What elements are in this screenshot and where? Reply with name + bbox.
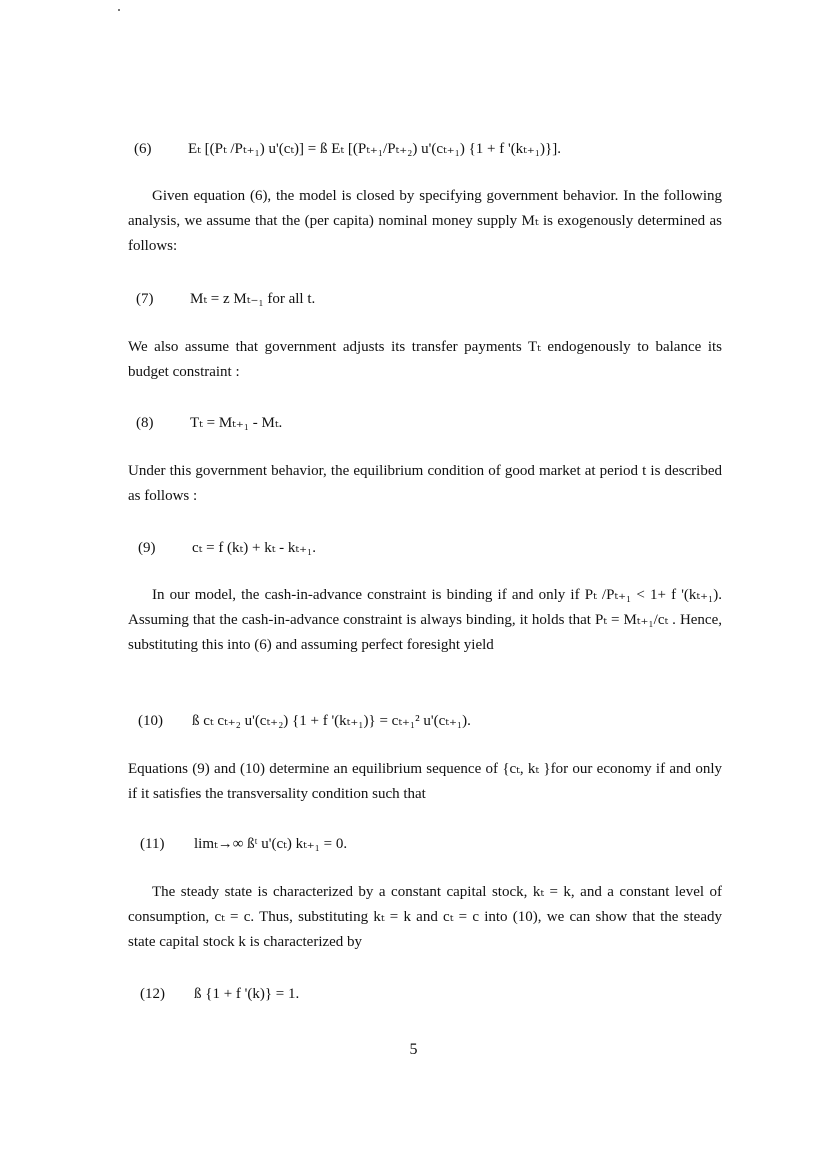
equation-body: cₜ = f (kₜ) + kₜ - kₜ₊₁. bbox=[192, 540, 316, 556]
equation-number: (6) bbox=[134, 141, 152, 157]
equation-number: (7) bbox=[136, 291, 154, 307]
page-number: 5 bbox=[409, 1041, 418, 1058]
equation-body: Eₜ [(Pₜ /Pₜ₊₁) u'(cₜ)] = ß Eₜ [(Pₜ₊₁/Pₜ₊₂) u'(cₜ₊₁) {1 + f '(kₜ₊₁)}]. bbox=[188, 141, 561, 157]
equation-number: (12) bbox=[140, 986, 165, 1002]
equation-7 bbox=[136, 289, 315, 308]
scan-speck bbox=[118, 9, 120, 11]
equation-body: ß {1 + f '(k)} = 1. bbox=[194, 986, 300, 1002]
equation-6 bbox=[134, 139, 561, 158]
equation-10 bbox=[138, 711, 471, 730]
paragraph-transversality: Equations (9) and (10) determine an equilibrium sequence of {cₜ, kₜ }for our economy if and only if it satisfies the transversality condition such that bbox=[128, 761, 722, 802]
equation-body: Tₜ = Mₜ₊₁ - Mₜ. bbox=[190, 415, 283, 431]
equation-8 bbox=[136, 413, 282, 432]
equation-number: (9) bbox=[138, 540, 156, 556]
equation-body: limₜ→∞ ßᵗ u'(cₜ) kₜ₊₁ = 0. bbox=[194, 836, 348, 852]
equation-body: ß cₜ cₜ₊₂ u'(cₜ₊₂) {1 + f '(kₜ₊₁)} = cₜ₊₁² u'(cₜ₊₁). bbox=[192, 713, 471, 729]
equation-body: Mₜ = z Mₜ₋₁ for all t. bbox=[190, 291, 316, 307]
paragraph-transfer-payments: We also assume that government adjusts its transfer payments Tₜ endogenously to balance its budget constraint : bbox=[128, 339, 722, 380]
equation-number: (11) bbox=[140, 836, 165, 852]
equation-12 bbox=[140, 986, 299, 1003]
equation-number: (8) bbox=[136, 415, 154, 431]
equation-11 bbox=[140, 834, 347, 853]
paragraph-cash-in-advance: In our model, the cash-in-advance constraint is binding if and only if Pₜ /Pₜ₊₁ < 1+ f '(kₜ₊₁). Assuming that the cash-in-advance constraint is always binding, it holds that Pₜ = Mₜ₊₁/cₜ . Hence, substituting this into (6) and assuming perfect foresight yield bbox=[128, 587, 722, 653]
equation-9 bbox=[138, 538, 316, 557]
equation-number: (10) bbox=[138, 713, 163, 729]
paragraph-equilibrium-condition: Under this government behavior, the equilibrium condition of good market at period t is described as follows : bbox=[128, 463, 722, 504]
paragraph-closing-model: Given equation (6), the model is closed by specifying government behavior. In the following analysis, we assume that the (per capita) nominal money supply Mₜ is exogenously determined as follows: bbox=[128, 188, 722, 254]
paragraph-steady-state: The steady state is characterized by a constant capital stock, kₜ = k, and a constant level of consumption, cₜ = c. Thus, substituting kₜ = k and cₜ = c into (10), we can show that the steady state capital stock k is characterized by bbox=[128, 884, 722, 950]
